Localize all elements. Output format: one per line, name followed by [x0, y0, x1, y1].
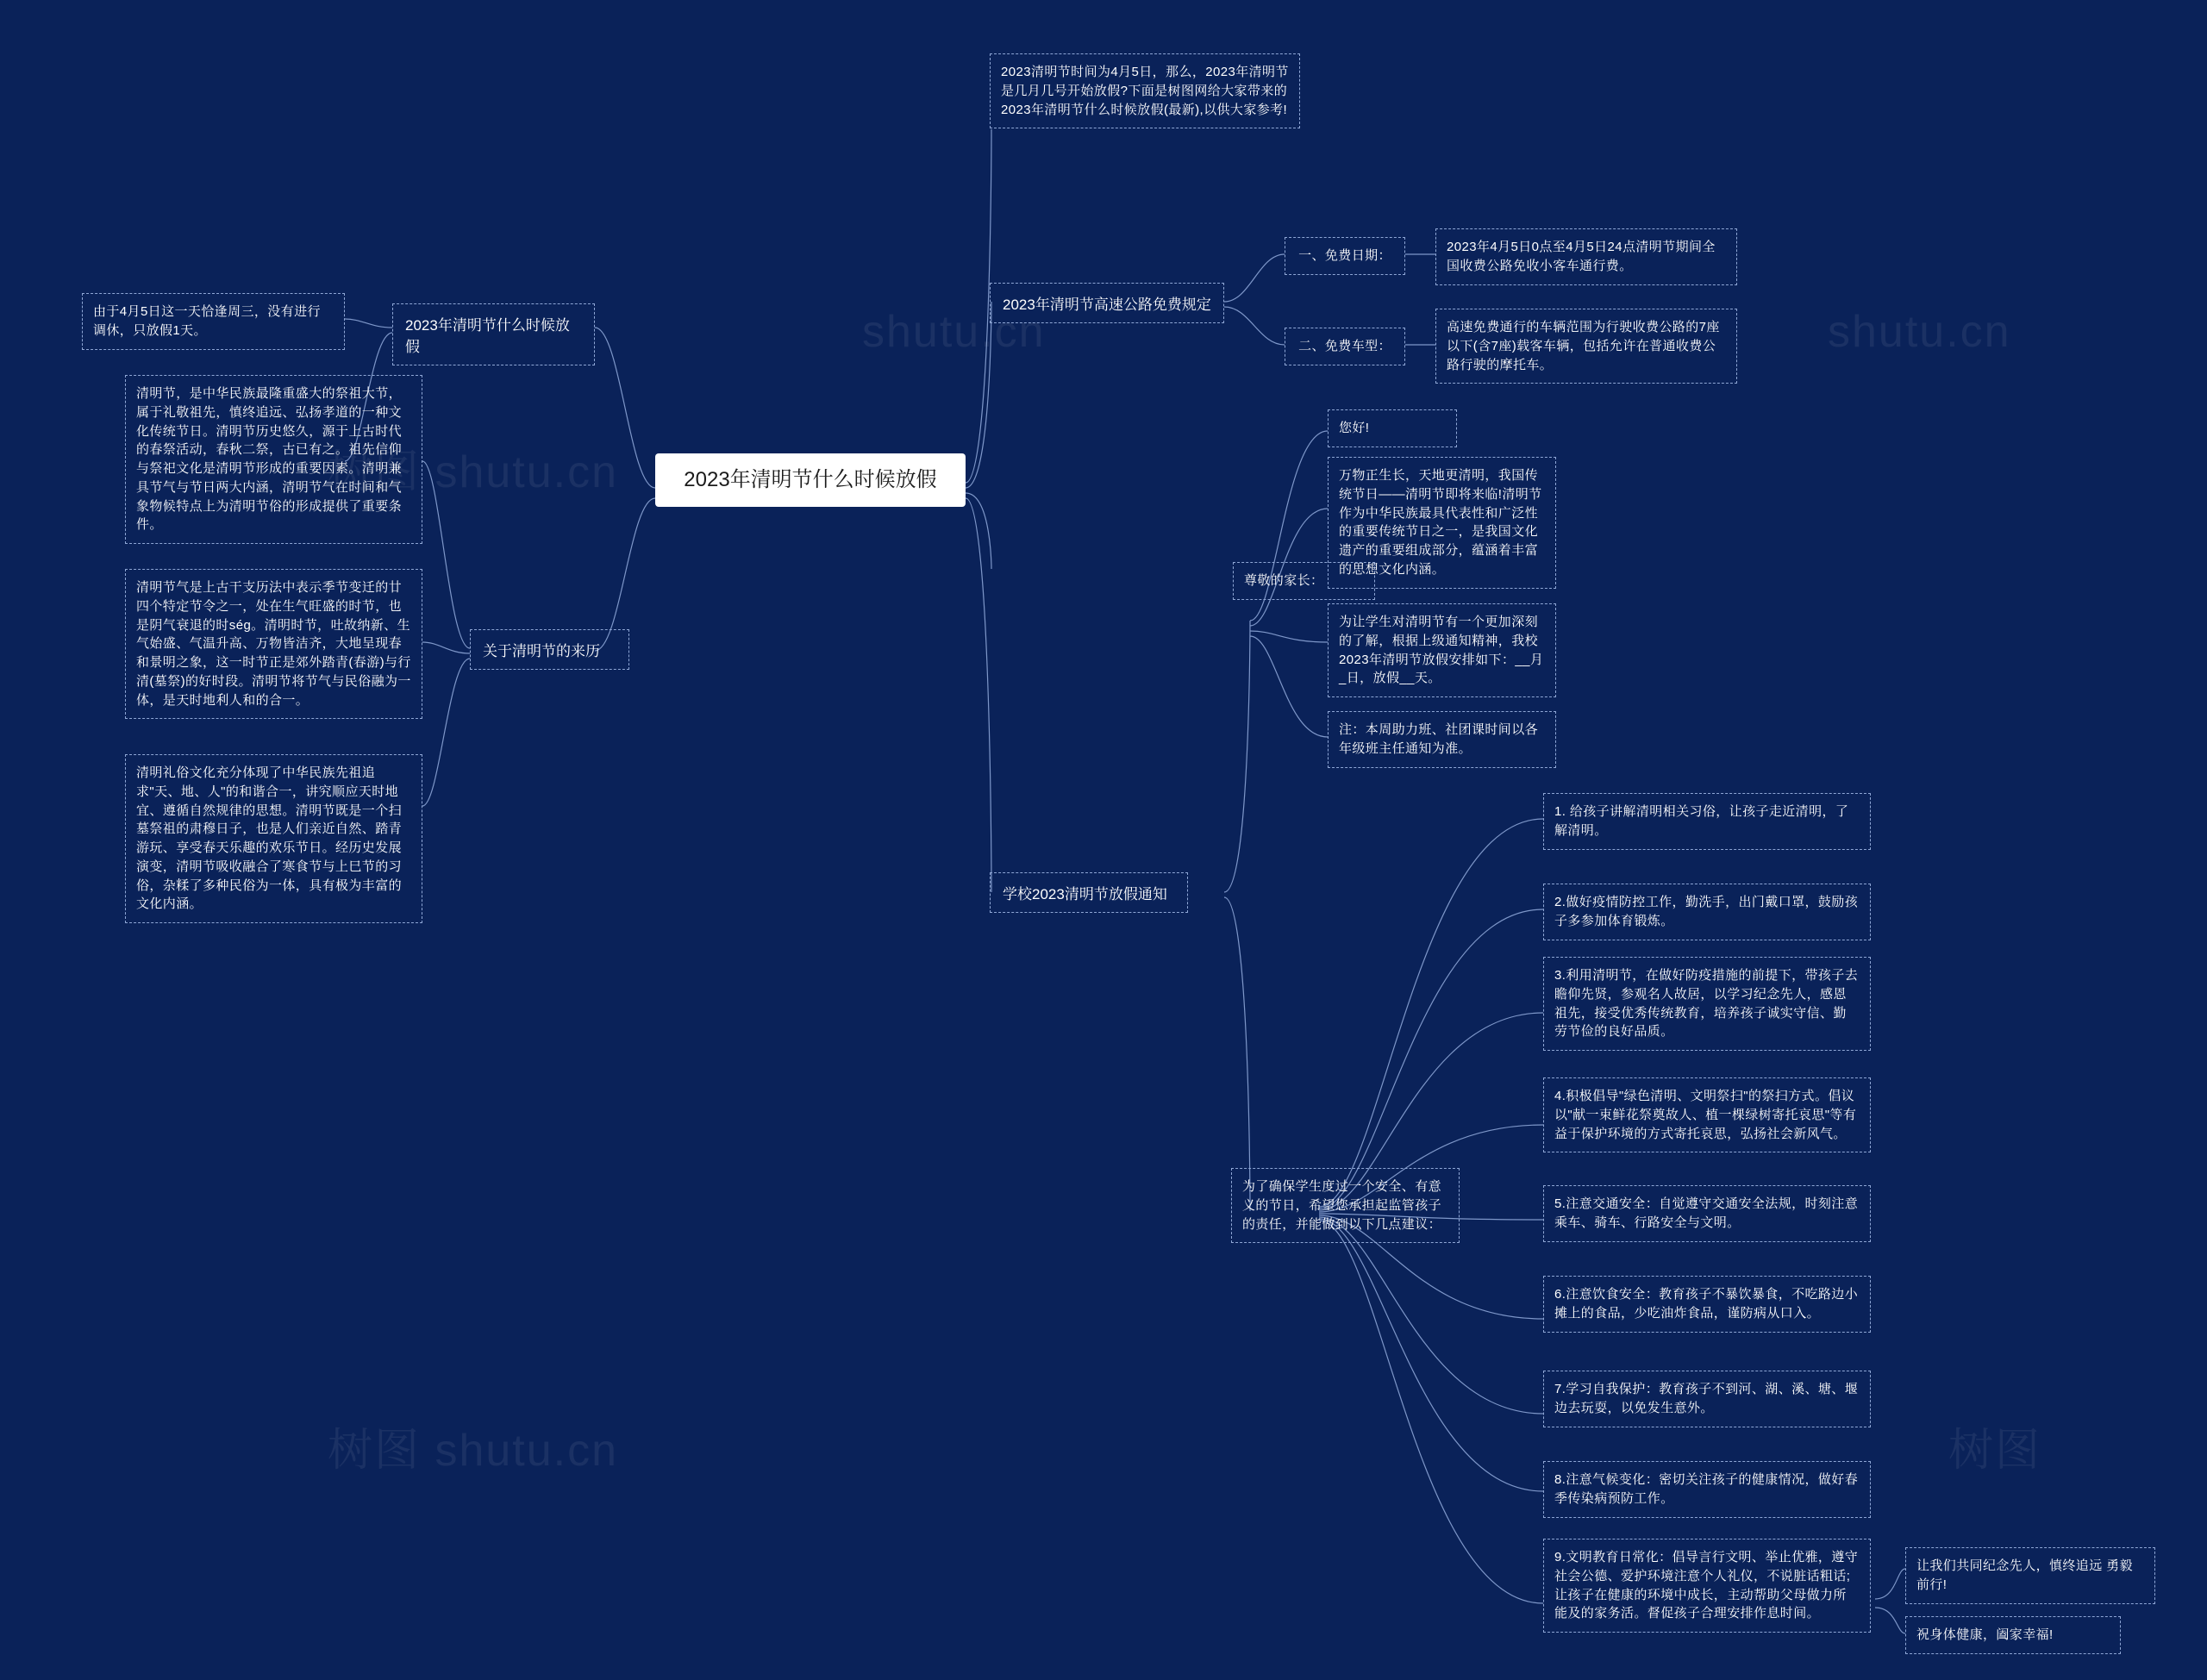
node-suggest-9[interactable] — [1543, 1539, 1871, 1633]
node-closing-1[interactable] — [1905, 1547, 2155, 1604]
node-suggest-intro-text: 为了确保学生度过一个安全、有意义的节日，希望您承担起监管孩子的责任，并能做到以下几点建议： — [1242, 1179, 1442, 1232]
node-closing-2[interactable] — [1905, 1616, 2121, 1654]
branch-highway-label: 2023年清明节高速公路免费规定 — [1003, 297, 1211, 313]
branch-highway[interactable] — [990, 283, 1224, 323]
branch-when-label: 2023年清明节什么时候放假 — [405, 317, 570, 355]
node-suggest-8[interactable] — [1543, 1461, 1871, 1518]
node-origin-1-text: 清明节，是中华民族最隆重盛大的祭祖大节，属于礼敬祖先，慎终追远、弘扬孝道的一种文化传统节日。清明节历史悠久，源于上古时代的春祭活动，春秋二祭，古已有之。祖先信仰与祭祀文化是清明节形成的重要因素。清明兼具节气与节日两大内涵，清明节气在时间和气象物候特点上为清明节俗的形成提供了重要条件。 — [136, 386, 403, 533]
node-greeting[interactable] — [1328, 409, 1457, 447]
node-origin-2-text: 清明节气是上古干支历法中表示季节变迁的廿四个特定节令之一，处在生气旺盛的时节，也是阴气衰退的时ség。清明时节，吐故纳新、生气始盛、气温升高、万物皆洁齐，大地呈现春和景明之象，这一时节正是郊外踏青(春游)与行清(墓祭)的好时段。清明节将节气与民俗融为一体，是天时地利人和的合一。 — [136, 580, 411, 708]
node-free-date-body: 2023年4月5日0点至4月5日24点清明节期间全国收费公路免收小客车通行费。 — [1447, 240, 1716, 273]
node-suggest-2-text: 2.做好疫情防控工作，勤洗手，出门戴口罩，鼓励孩子多参加体育锻炼。 — [1554, 895, 1859, 928]
node-suggest-9-text: 9.文明教育日常化：倡导言行文明、举止优雅，遵守社会公德、爱护环境注意个人礼仪，不说脏话粗话;让孩子在健康的环境中成长，主动帮助父母做力所能及的家务活。督促孩子合理安排作息时间。 — [1554, 1550, 1859, 1621]
node-suggest-4-text: 4.积极倡导"绿色清明、文明祭扫"的祭扫方式。倡议以"献一束鲜花祭奠故人、植一棵绿树寄托哀思"等有益于保护环境的方式寄托哀思，弘扬社会新风气。 — [1554, 1089, 1857, 1141]
node-origin-1[interactable] — [125, 375, 422, 544]
node-intro[interactable] — [990, 53, 1300, 128]
node-parents-3-text: 注：本周助力班、社团课时间以各年级班主任通知为准。 — [1339, 722, 1539, 756]
watermark-3: shutu.cn — [1828, 307, 2011, 357]
node-parents-1-text: 万物正生长，天地更清明，我国传统节日——清明节即将来临!清明节作为中华民族最具代表性和广泛性的重要传统节日之一，是我国文化遗产的重要组成部分，蕴涵着丰富的思想文化内涵。 — [1339, 468, 1542, 577]
watermark-5: 树图 — [1948, 1426, 2042, 1476]
node-suggest-4[interactable] — [1543, 1077, 1871, 1152]
node-suggest-8-text: 8.注意气候变化：密切关注孩子的健康情况，做好春季传染病预防工作。 — [1554, 1472, 1859, 1506]
node-free-date-text[interactable] — [1435, 228, 1737, 285]
branch-school-notice[interactable] — [990, 872, 1188, 913]
node-origin-2[interactable] — [125, 569, 422, 719]
node-suggest-6-text: 6.注意饮食安全：教育孩子不暴饮暴食，不吃路边小摊上的食品，少吃油炸食品，谨防病从口入。 — [1554, 1287, 1859, 1321]
node-suggest-6[interactable] — [1543, 1276, 1871, 1333]
node-parents-2-text: 为让学生对清明节有一个更加深刻的了解，根据上级通知精神，我校2023年清明节放假安排如下：__月_日，放假__天。 — [1339, 615, 1544, 686]
node-suggest-3-text: 3.利用清明节，在做好防疫措施的前提下，带孩子去瞻仰先贤，参观名人故居，以学习纪念先人，感恩祖先，接受优秀传统教育，培养孩子诚实守信、勤劳节俭的良好品质。 — [1554, 968, 1859, 1040]
watermark-1: 树图 shutu.cn — [328, 447, 619, 497]
node-suggest-7[interactable] — [1543, 1371, 1871, 1427]
branch-when[interactable] — [392, 303, 595, 365]
node-parents-label-text: 尊敬的家长： — [1244, 573, 1324, 588]
branch-origin-label: 关于清明节的来历 — [483, 643, 600, 659]
node-origin-3[interactable] — [125, 754, 422, 923]
node-free-type-label[interactable] — [1285, 328, 1405, 365]
node-suggest-3[interactable] — [1543, 957, 1871, 1051]
node-when-detail-text: 由于4月5日这一天恰逢周三，没有进行调休，只放假1天。 — [93, 304, 321, 338]
node-free-date-label[interactable] — [1285, 237, 1405, 275]
node-parents-2[interactable] — [1328, 603, 1556, 697]
node-origin-3-text: 清明礼俗文化充分体现了中华民族先祖追求"天、地、人"的和谐合一，讲究顺应天时地宜、遵循自然规律的思想。清明节既是一个扫墓祭祖的肃穆日子，也是人们亲近自然、踏青游玩、享受春天乐趣的欢乐节日。经历史发展演变，清明节吸收融合了寒食节与上巳节的习俗，杂糅了多种民俗为一体，具有极为丰富的文化内涵。 — [136, 765, 403, 912]
node-suggest-1-text: 1. 给孩子讲解清明相关习俗，让孩子走近清明，了解清明。 — [1554, 804, 1849, 838]
node-free-type-body: 高速免费通行的车辆范围为行驶收费公路的7座以下(含7座)载客车辆，包括允许在普通收费公路行驶的摩托车。 — [1447, 320, 1720, 372]
node-free-type-text[interactable] — [1435, 309, 1737, 384]
watermark-2: shutu.cn — [862, 307, 1046, 357]
branch-school-notice-label: 学校2023清明节放假通知 — [1003, 886, 1167, 902]
node-intro-text: 2023清明节时间为4月5日，那么，2023年清明节是几月几号开始放假?下面是树图网给大家带来的2023年清明节什么时候放假(最新),以供大家参考! — [1001, 65, 1289, 117]
node-suggest-2[interactable] — [1543, 884, 1871, 940]
node-when-detail[interactable] — [82, 293, 345, 350]
node-free-date-label-text: 一、免费日期： — [1298, 248, 1391, 263]
node-suggest-1[interactable] — [1543, 793, 1871, 850]
root-node[interactable] — [655, 453, 966, 507]
watermark-4: 树图 shutu.cn — [328, 1426, 619, 1476]
node-parents-1[interactable] — [1328, 457, 1556, 589]
node-suggest-5-text: 5.注意交通安全：自觉遵守交通安全法规，时刻注意乘车、骑车、行路安全与文明。 — [1554, 1196, 1859, 1230]
node-free-type-label-text: 二、免费车型： — [1298, 339, 1391, 353]
node-suggest-7-text: 7.学习自我保护：教育孩子不到河、湖、溪、塘、堰边去玩耍，以免发生意外。 — [1554, 1382, 1859, 1415]
node-closing-2-text: 祝身体健康，阖家幸福! — [1916, 1627, 2054, 1642]
node-suggest-5[interactable] — [1543, 1185, 1871, 1242]
node-parents-3[interactable] — [1328, 711, 1556, 768]
branch-origin[interactable] — [470, 629, 629, 670]
node-suggest-intro[interactable] — [1231, 1168, 1460, 1243]
node-closing-1-text: 让我们共同纪念先人，慎终追远 勇毅前行! — [1916, 1558, 2133, 1592]
root-label: 2023年清明节什么时候放假 — [684, 468, 937, 491]
node-greeting-text: 您好! — [1339, 421, 1370, 435]
